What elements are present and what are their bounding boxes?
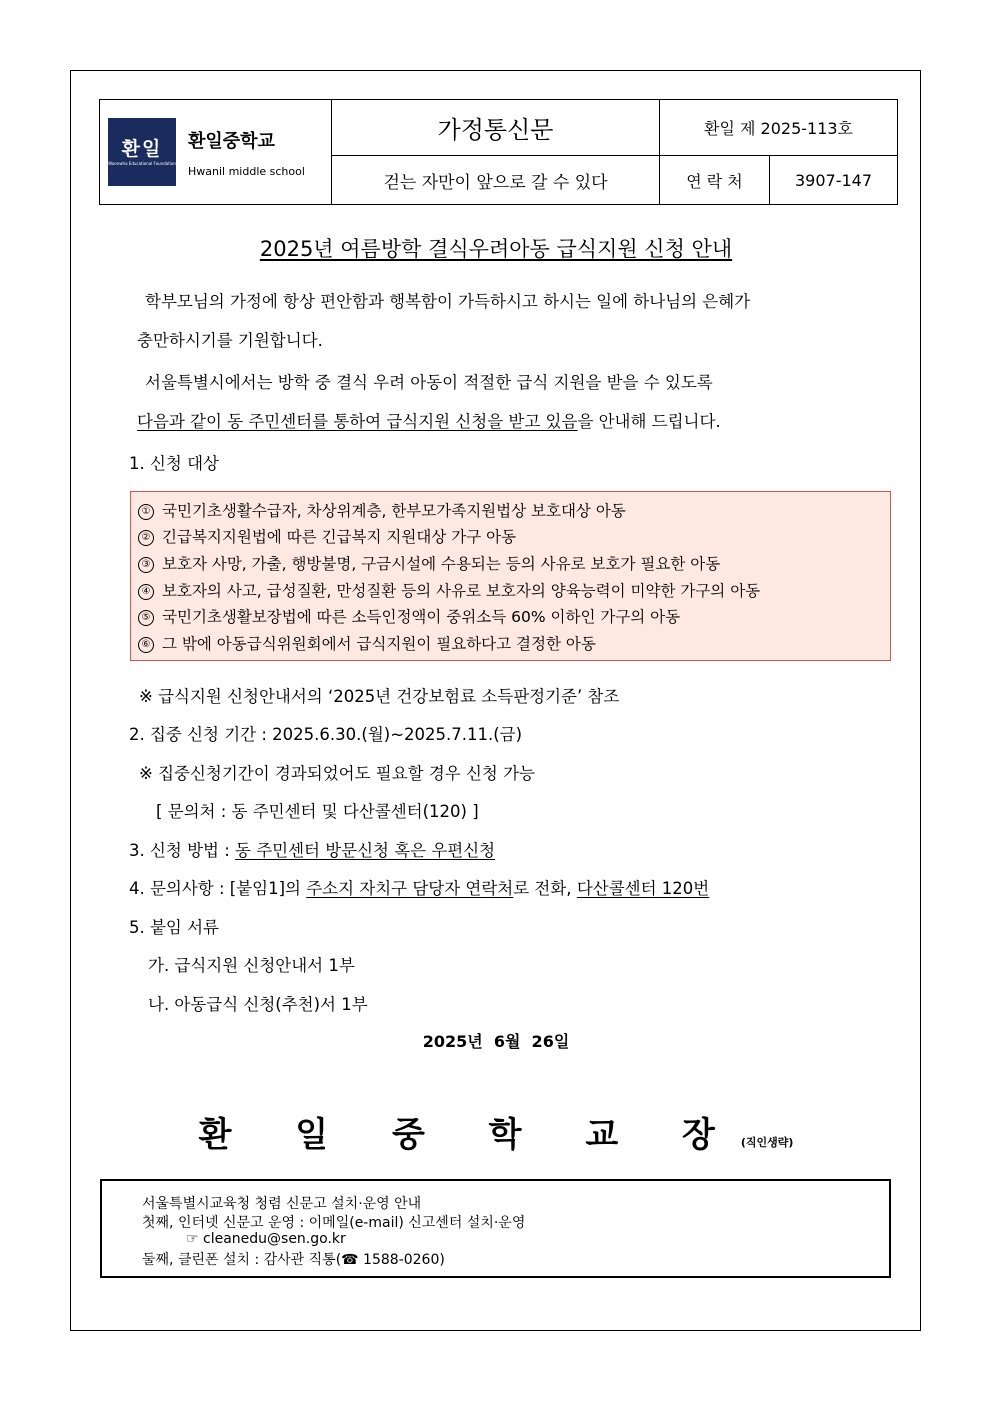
section-2-note: ※ 집중신청기간이 경과되었어도 필요할 경우 신청 가능 xyxy=(139,764,535,783)
header-table xyxy=(99,99,898,205)
school-name: 환일중학교 xyxy=(188,130,275,152)
integrity-notice-box xyxy=(100,1179,891,1278)
doc-number: 환일 제 2025-113호 xyxy=(660,100,898,156)
attachment-item: 나. 아동급식 신청(추천)서 1부 xyxy=(148,995,368,1014)
eligibility-item: ③ 보호자 사망, 가출, 행방불명, 구금시설에 수용되는 등의 사유로 보호가 필요한 아동 xyxy=(138,552,720,574)
eligibility-item: ① 국민기초생활수급자, 차상위계층, 한부모가족지원법상 보호대상 아동 xyxy=(138,499,626,521)
school-logo-cell xyxy=(100,100,332,205)
eligibility-item: ② 긴급복지지원법에 따른 긴급복지 지원대상 가구 아동 xyxy=(138,525,516,547)
footer-line-2: 첫째, 인터넷 신문고 운영 : 이메일(e-mail) 신고센터 설치·운영 xyxy=(142,1215,526,1231)
footer-email: ☞ cleanedu@sen.go.kr xyxy=(186,1231,346,1247)
motto: 걷는 자만이 앞으로 갈 수 있다 xyxy=(332,156,660,205)
eligibility-box xyxy=(130,491,891,661)
section-2-heading: 2. 집중 신청 기간 : 2025.6.30.(월)~2025.7.11.(금) xyxy=(129,725,523,744)
contact-value: 3907-147 xyxy=(770,156,898,205)
section-1-note: ※ 급식지원 신청안내서의 ‘2025년 건강보험료 소득판정기준’ 참조 xyxy=(139,687,620,706)
signature-note: (직인생략) xyxy=(740,1136,794,1149)
issue-date: 2025년 6월 26일 xyxy=(422,1032,570,1051)
page-title: 2025년 여름방학 결식우려아동 급식지원 신청 안내 xyxy=(259,237,733,261)
doc-type: 가정통신문 xyxy=(332,100,660,156)
attachment-item: 가. 급식지원 신청안내서 1부 xyxy=(148,956,355,975)
section-5-heading: 5. 붙임 서류 xyxy=(129,918,219,937)
eligibility-item: ⑤ 국민기초생활보장법에 따른 소득인정액이 중위소득 60% 이하인 가구의 아동 xyxy=(138,605,680,627)
signature xyxy=(0,1107,992,1156)
section-1-heading: 1. 신청 대상 xyxy=(129,454,219,473)
contact-label: 연 락 처 xyxy=(660,156,770,205)
section-2-contact: [ 문의처 : 동 주민센터 및 다산콜센터(120) ] xyxy=(156,802,479,821)
footer-line-1: 서울특별시교육청 청렴 신문고 설치·운영 안내 xyxy=(142,1196,422,1212)
school-logo: 환일 Woonwha Educational Foundation xyxy=(108,118,176,186)
section-3: 3. 신청 방법 : 동 주민센터 방문신청 혹은 우편신청 xyxy=(129,841,496,860)
signature-name: 환 일 중 학 교 장 xyxy=(198,1115,741,1155)
eligibility-item: ④ 보호자의 사고, 급성질환, 만성질환 등의 사유로 보호자의 양육능력이 미약한 가구의 아동 xyxy=(138,579,760,601)
intro-line-2: 충만하시기를 기원합니다. xyxy=(137,331,323,350)
footer-line-4: 둘째, 클린폰 설치 : 감사관 직통(☎ 1588-0260) xyxy=(142,1252,445,1268)
eligibility-item: ⑥ 그 밖에 아동급식위원회에서 급식지원이 필요하다고 결정한 아동 xyxy=(138,632,596,654)
intro-line-1: 학부모님의 가정에 항상 편안함과 행복함이 가득하시고 하시는 일에 하나님의 은혜가 xyxy=(145,292,751,311)
section-4: 4. 문의사항 : [붙임1]의 주소지 자치구 담당자 연락처로 전화, 다산콜센터 120번 xyxy=(129,879,710,898)
intro-line-4: 다음과 같이 동 주민센터를 통하여 급식지원 신청을 받고 있음을 안내해 드립니다. xyxy=(137,412,721,431)
school-name-en: Hwanil middle school xyxy=(188,164,305,178)
intro-line-3: 서울특별시에서는 방학 중 결식 우려 아동이 적절한 급식 지원을 받을 수 있도록 xyxy=(145,373,713,392)
